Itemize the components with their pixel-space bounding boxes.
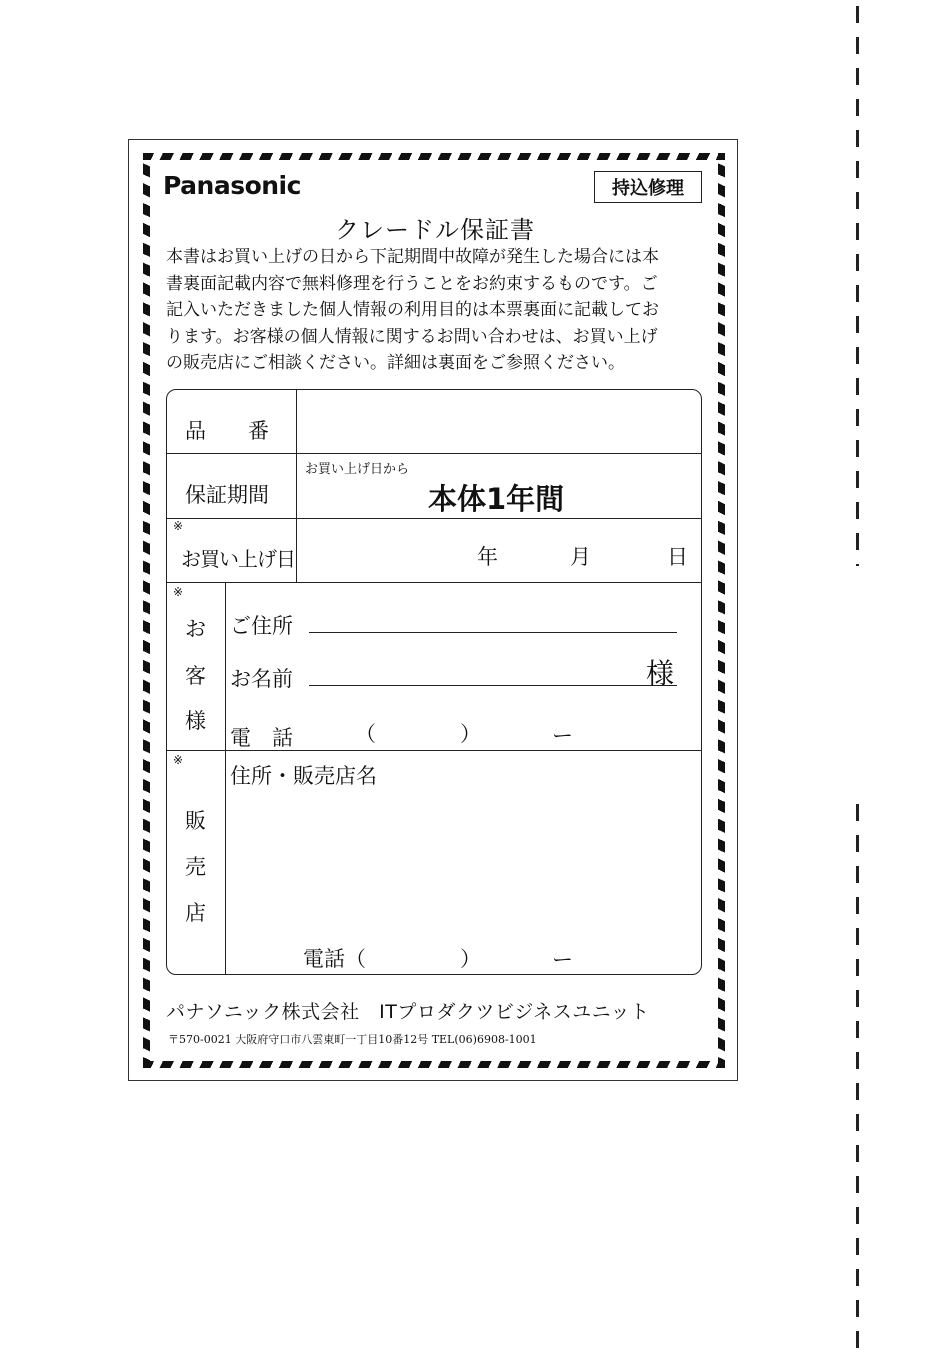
intro-text [166,244,706,377]
address-label: ご住所 [230,614,293,638]
company-address: 〒570-0021 大阪府守口市八雲東町一丁目10番12号 TEL(06)6908-1001 [168,1033,537,1046]
address-input-line[interactable] [309,632,677,633]
dealer-phone-dash: ー [552,948,573,972]
row-divider [166,582,702,583]
hatched-border-top [143,153,725,160]
name-input-line[interactable] [309,685,677,686]
dealer-info-field[interactable] [229,790,699,920]
required-mark: ※ [173,585,184,599]
hatched-border-right [718,153,725,1068]
warranty-period-value: 本体1年間 [428,482,565,516]
month-label: 月 [570,545,591,569]
intro-line: 書裏面記載内容で無料修理を行うことをお約束するものです。ご [166,273,658,294]
model-number-field[interactable] [300,392,698,450]
company-name: パナソニック株式会社 ITプロダクツビジネスユニット [166,1001,650,1023]
hatched-border-left [143,153,150,1068]
row-divider [166,453,702,454]
column-divider [225,582,226,975]
day-label: 日 [667,545,688,569]
customer-label-char: 客 [185,664,206,688]
hatched-border-bottom [143,1061,725,1068]
warranty-period-note: お買い上げ日から [305,462,410,477]
honorific-label: 様 [646,657,675,690]
intro-line: 記入いただきました個人情報の利用目的は本票裏面に記載してお [166,300,659,320]
name-label: お名前 [230,667,293,691]
cut-line-bottom [856,804,859,1357]
dealer-label-char: 店 [185,901,206,925]
year-label: 年 [477,545,498,569]
cut-line-top [856,6,859,566]
intro-line: ります。お客様の個人情報に関するお問い合わせは、お買い上げ [166,326,658,347]
customer-label-char: お [185,617,206,641]
model-number-label: 品 番 [185,419,269,443]
required-mark: ※ [173,753,184,767]
dealer-phone-label: 電話（ [303,947,366,971]
intro-line: の販売店にご相談ください。詳細は裏面をご参照ください。 [166,353,625,373]
carry-in-repair-badge: 持込修理 [594,171,702,203]
dealer-address-label: 住所・販売店名 [230,764,377,788]
intro-line: 本書はお買い上げの日から下記期間中故障が発生した場合には本 [166,247,659,267]
page-title: クレードル保証書 [335,216,535,244]
warranty-period-label: 保証期間 [185,483,269,507]
dealer-phone-close-paren: ） [460,947,481,971]
column-divider [296,389,297,583]
phone-open-paren: （ [355,722,376,746]
dealer-label-char: 販 [185,809,206,833]
purchase-date-label: お買い上げ日 [181,547,295,571]
dealer-label-char: 売 [185,855,206,879]
phone-label: 電 話 [230,726,293,750]
phone-close-paren: ） [460,722,481,746]
row-divider [166,518,702,519]
phone-dash: ー [552,724,573,748]
required-mark: ※ [173,519,184,533]
panasonic-logo: Panasonic [163,171,301,200]
customer-label-char: 様 [185,709,206,733]
